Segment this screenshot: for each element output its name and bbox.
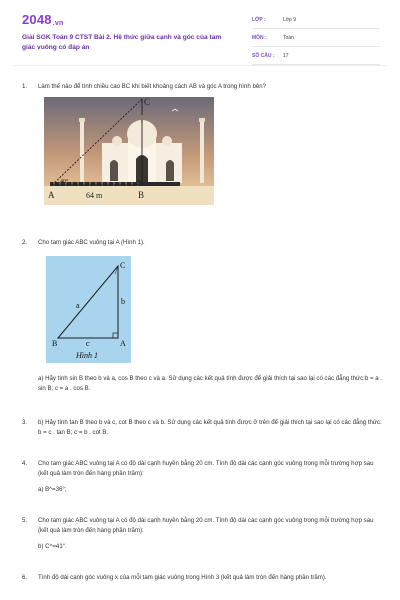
meta-value: 17 bbox=[283, 53, 289, 59]
question-text: Cho tam giác ABC vuông tại A có độ dài cạnh huyền bằng 20 cm. Tính độ dài các cạnh góc vuông trong mỗi trường hợp sau (kết quả làm tròn đến hàng phần trăm): bbox=[38, 460, 374, 477]
meta-row-count bbox=[252, 50, 380, 65]
question-1 bbox=[22, 82, 382, 94]
meta-panel bbox=[252, 14, 380, 68]
question-number: 3. bbox=[22, 419, 28, 426]
meta-value: Lớp 9 bbox=[283, 17, 297, 23]
side-b-label: b bbox=[121, 297, 125, 306]
question-2-part-a bbox=[22, 374, 382, 398]
header bbox=[0, 0, 400, 64]
question-number: 4. bbox=[22, 460, 28, 467]
header-divider bbox=[14, 65, 386, 66]
question-5 bbox=[22, 516, 382, 556]
question-3 bbox=[22, 418, 382, 442]
question-subtext: a) B^=36°; bbox=[38, 486, 67, 493]
label-a: A bbox=[120, 339, 126, 348]
question-text: Cho tam giác ABC vuông tại A có độ dài cạnh huyền bằng 20 cm. Tính độ dài các cạnh góc vuông trong mỗi trường hợp sau (kết quả làm tròn đến hàng phần trăm): bbox=[38, 517, 374, 534]
question-4 bbox=[22, 459, 382, 499]
question-2 bbox=[22, 238, 382, 250]
right-triangle-figure bbox=[46, 256, 131, 363]
side-c-label: c bbox=[86, 339, 90, 348]
meta-row-subject bbox=[252, 32, 380, 47]
right-triangle-illustration bbox=[46, 256, 131, 363]
figure-caption: Hình 1 bbox=[76, 351, 98, 360]
taj-mahal-illustration bbox=[44, 97, 214, 205]
question-text: Cho tam giác ABC vuông tại A (Hình 1). bbox=[38, 239, 145, 246]
question-6 bbox=[22, 573, 382, 597]
logo-text: 2048 bbox=[22, 12, 52, 27]
taj-mahal-figure bbox=[44, 97, 214, 205]
label-b: B bbox=[138, 190, 145, 200]
meta-value: Toán bbox=[283, 35, 294, 41]
question-subtext: a) Hãy tính sin B theo b và a, cos B theo c và a. Sử dụng các kết quả tính được để giải thích tại sao lại có các đẳng thức:b = a . sin B; c = a . cos B. bbox=[38, 375, 382, 392]
question-text: Làm thế nào để tính chiều cao BC khi biết khoảng cách AB và góc A trong hình bên? bbox=[38, 83, 266, 90]
question-number: 2. bbox=[22, 239, 28, 246]
question-text: b) Hãy tính tan B theo b và c, cot B theo c và b. Sử dụng các kết quả tính được ở trên để giải thích tại sao lại có các đẳng thức: b = c . tan B; c = b . cot B. bbox=[38, 419, 382, 436]
question-number: 6. bbox=[22, 574, 28, 581]
distance-label: 64 m bbox=[86, 191, 103, 200]
meta-row-class bbox=[252, 14, 380, 29]
label-c: C bbox=[120, 261, 126, 270]
meta-key: LỚP : bbox=[252, 17, 266, 23]
side-a-label: a bbox=[76, 301, 80, 310]
question-number: 1. bbox=[22, 83, 28, 90]
page-title: Giải SGK Toán 9 CTST Bài 2. Hệ thức giữa cạnh và góc của tam giác vuông có đáp án bbox=[22, 34, 222, 51]
meta-key: MÔN : bbox=[252, 35, 267, 41]
logo-suffix: .vn bbox=[52, 20, 64, 27]
label-b: B bbox=[52, 339, 58, 348]
meta-key: SỐ CÂU : bbox=[252, 53, 275, 59]
question-number: 5. bbox=[22, 517, 28, 524]
angle-label: 40° bbox=[60, 179, 69, 185]
label-c: C bbox=[144, 97, 151, 107]
label-a: A bbox=[48, 190, 55, 200]
question-subtext: b) C^=41°. bbox=[38, 543, 67, 550]
site-logo[interactable] bbox=[22, 12, 63, 27]
question-text: Tính độ dài cạnh góc vuông x của mỗi tam giác vuông trong Hình 3 (kết quả làm tròn đến hàng phần trăm). bbox=[38, 574, 327, 581]
